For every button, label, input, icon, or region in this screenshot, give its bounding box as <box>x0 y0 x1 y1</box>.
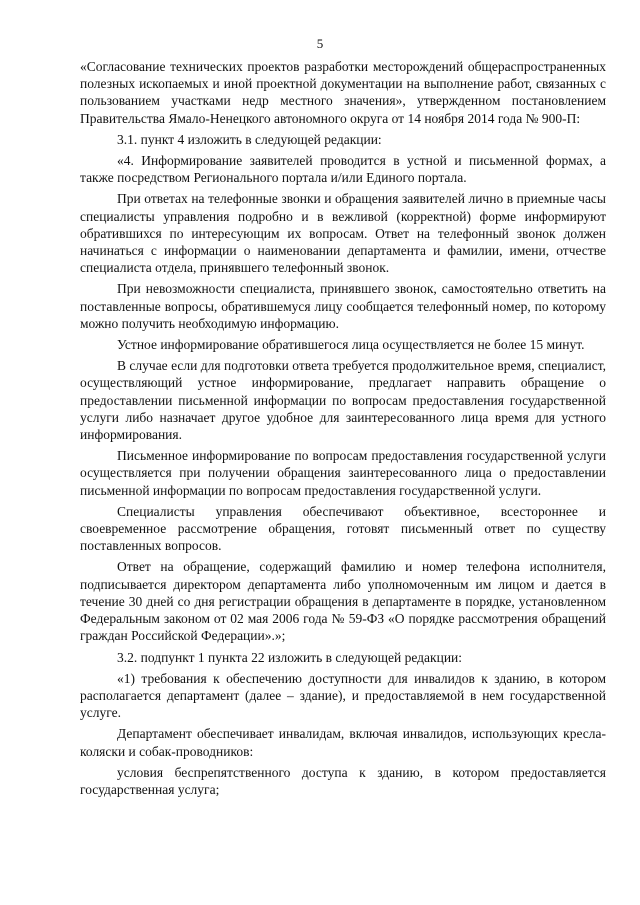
paragraph: В случае если для подготовки ответа требуется продолжительное время, специалист, осуществляющий устное информирование, предлагает направить обращение о предоставлении письменной информации по вопросам предоставления государственной услуги либо назначает другое удобное для заинтересованного лица время для устного информирования. <box>80 358 606 443</box>
page-number: 5 <box>316 36 324 51</box>
paragraph: 3.2. подпункт 1 пункта 22 изложить в следующей редакции: <box>117 649 463 665</box>
paragraph: Письменное информирование по вопросам предоставления государственной услуги осуществляется при получении обращения заинтересованного лица о предоставлении письменной информации по вопросам предоставления государственной услуги. <box>80 448 606 498</box>
paragraph: «Согласование технических проектов разработки месторождений общераспространенных полезных ископаемых и иной проектной документации на выполнение работ, связанных с пользованием участками недр местного значения», утвержденном постановлением Правительства Ямало-Ненецкого автономного округа от 14 ноября 2014 года № 900-П: <box>80 59 606 126</box>
paragraph: При ответах на телефонные звонки и обращения заявителей лично в приемные часы специалисты управления подробно и в вежливой (корректной) форме информируют обратившихся по интересующим их вопросам. Ответ на телефонный звонок должен начинаться с информации о наименовании департамента и фамилии, имени, отчестве специалиста отдела, принявшего телефонный звонок. <box>80 191 606 276</box>
paragraph: При невозможности специалиста, принявшего звонок, самостоятельно ответить на поставленные вопросы, обратившемуся лицу сообщается телефонный номер, по которому можно получить необходимую информацию. <box>80 281 606 331</box>
paragraph: Ответ на обращение, содержащий фамилию и номер телефона исполнителя, подписывается директором департамента либо уполномоченным им лицом и дается в течение 30 дней со дня регистрации обращения в департаменте в порядке, установленном Федеральным законом от 02 мая 2006 года № 59-ФЗ «О порядке рассмотрения обращений граждан Российской Федерации».»; <box>80 559 606 644</box>
paragraph: «1) требования к обеспечению доступности для инвалидов к зданию, в котором располагается департамент (далее – здание), и предоставляемой в нем государственной услуге. <box>80 670 606 721</box>
paragraph: условия беспрепятственного доступа к зданию, в котором предоставляется государственная услуга; <box>80 764 606 797</box>
paragraph: 3.1. пункт 4 изложить в следующей редакции: <box>117 131 382 147</box>
paragraph: Устное информирование обратившегося лица осуществляется не более 15 минут. <box>117 337 585 353</box>
paragraph: Департамент обеспечивает инвалидам, включая инвалидов, использующих кресла-коляски и собак-проводников: <box>80 726 606 759</box>
document-body <box>80 58 606 802</box>
paragraph: «4. Информирование заявителей проводится в устной и письменной формах, а также посредством Регионального портала и/или Единого портала. <box>80 153 606 186</box>
paragraph: Специалисты управления обеспечивают объективное, всестороннее и своевременное рассмотрение обращения, готовят письменный ответ по существу поставленных вопросов. <box>80 503 606 554</box>
